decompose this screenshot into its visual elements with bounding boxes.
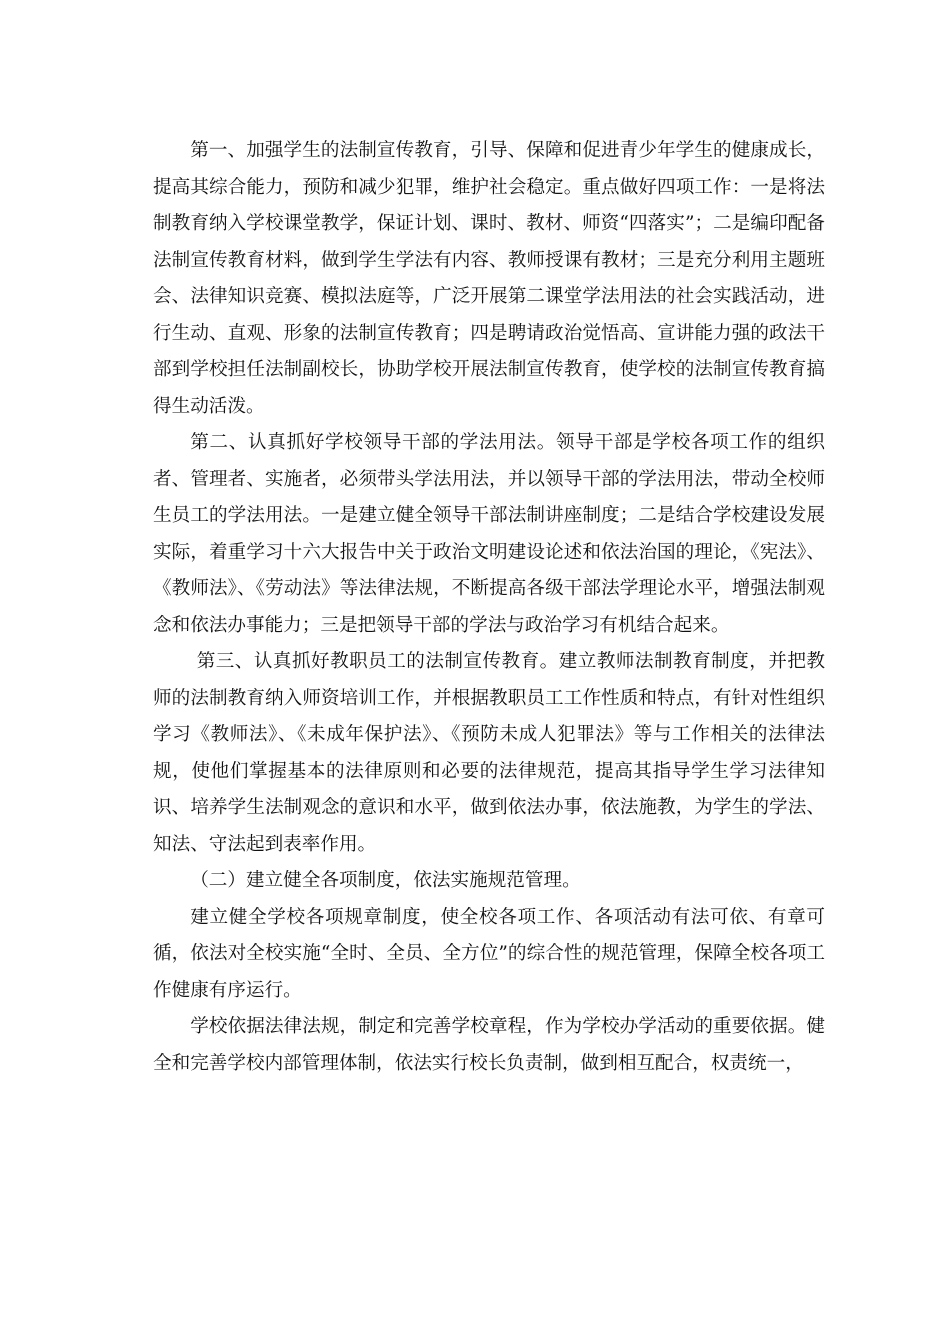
paragraph-staff-legal-education: 第三、认真抓好教职员工的法制宣传教育。建立教师法制教育制度，并把教师的法制教育纳入师资培训工作，并根据教职员工工作性质和特点，有针对性组织学习《教师法》、《未成年保护法》、《预防未成人犯罪法》等与工作相关的法律法规，使他们掌握基本的法律原则和必要的法律规范，提高其指导学生学习法律知识、培养学生法制观念的意识和水平，做到依法办事，依法施教，为学生的学法、知法、守法起到表率作用。 (153, 651, 825, 855)
document-body (153, 133, 825, 1082)
paragraph-students-legal-education: 第一、加强学生的法制宣传教育，引导、保障和促进青少年学生的健康成长，提高其综合能力，预防和减少犯罪，维护社会稳定。重点做好四项工作：一是将法制教育纳入学校课堂教学，保证计划、课时、教材、师资“四落实”；二是编印配备法制宣传教育材料，做到学生学法有内容、教师授课有教材；三是充分利用主题班会、法律知识竞赛、模拟法庭等，广泛开展第二课堂学法用法的社会实践活动，进行生动、直观、形象的法制宣传教育；四是聘请政治觉悟高、宣讲能力强的政法干部到学校担任法制副校长，协助学校开展法制宣传教育，使学校的法制宣传教育搞得生动活泼。 (153, 140, 825, 417)
section-heading-rules-management: （二）建立健全各项制度，依法实施规范管理。 (190, 870, 581, 891)
paragraph-school-regulations: 建立健全学校各项规章制度，使全校各项工作、各项活动有法可依、有章可循，依法对全校实施“全时、全员、全方位”的综合性的规范管理，保障全校各项工作健康有序运行。 (153, 906, 825, 1001)
paragraph-leaders-legal-study: 第二、认真抓好学校领导干部的学法用法。领导干部是学校各项工作的组织者、管理者、实施者，必须带头学法用法，并以领导干部的学法用法，带动全校师生员工的学法用法。一是建立健全领导干部法制讲座制度；二是结合学校建设发展实际，着重学习十六大报告中关于政治文明建设论述和依法治国的理论，《宪法》、《教师法》、《劳动法》等法律法规，不断提高各级干部法学理论水平，增强法制观念和依法办事能力；三是把领导干部的学法与政治学习有机结合起来。 (153, 432, 825, 636)
paragraph-school-charter: 学校依据法律法规，制定和完善学校章程，作为学校办学活动的重要依据。健全和完善学校内部管理体制，依法实行校长负责制，做到相互配合，权责统一， (153, 1016, 825, 1074)
